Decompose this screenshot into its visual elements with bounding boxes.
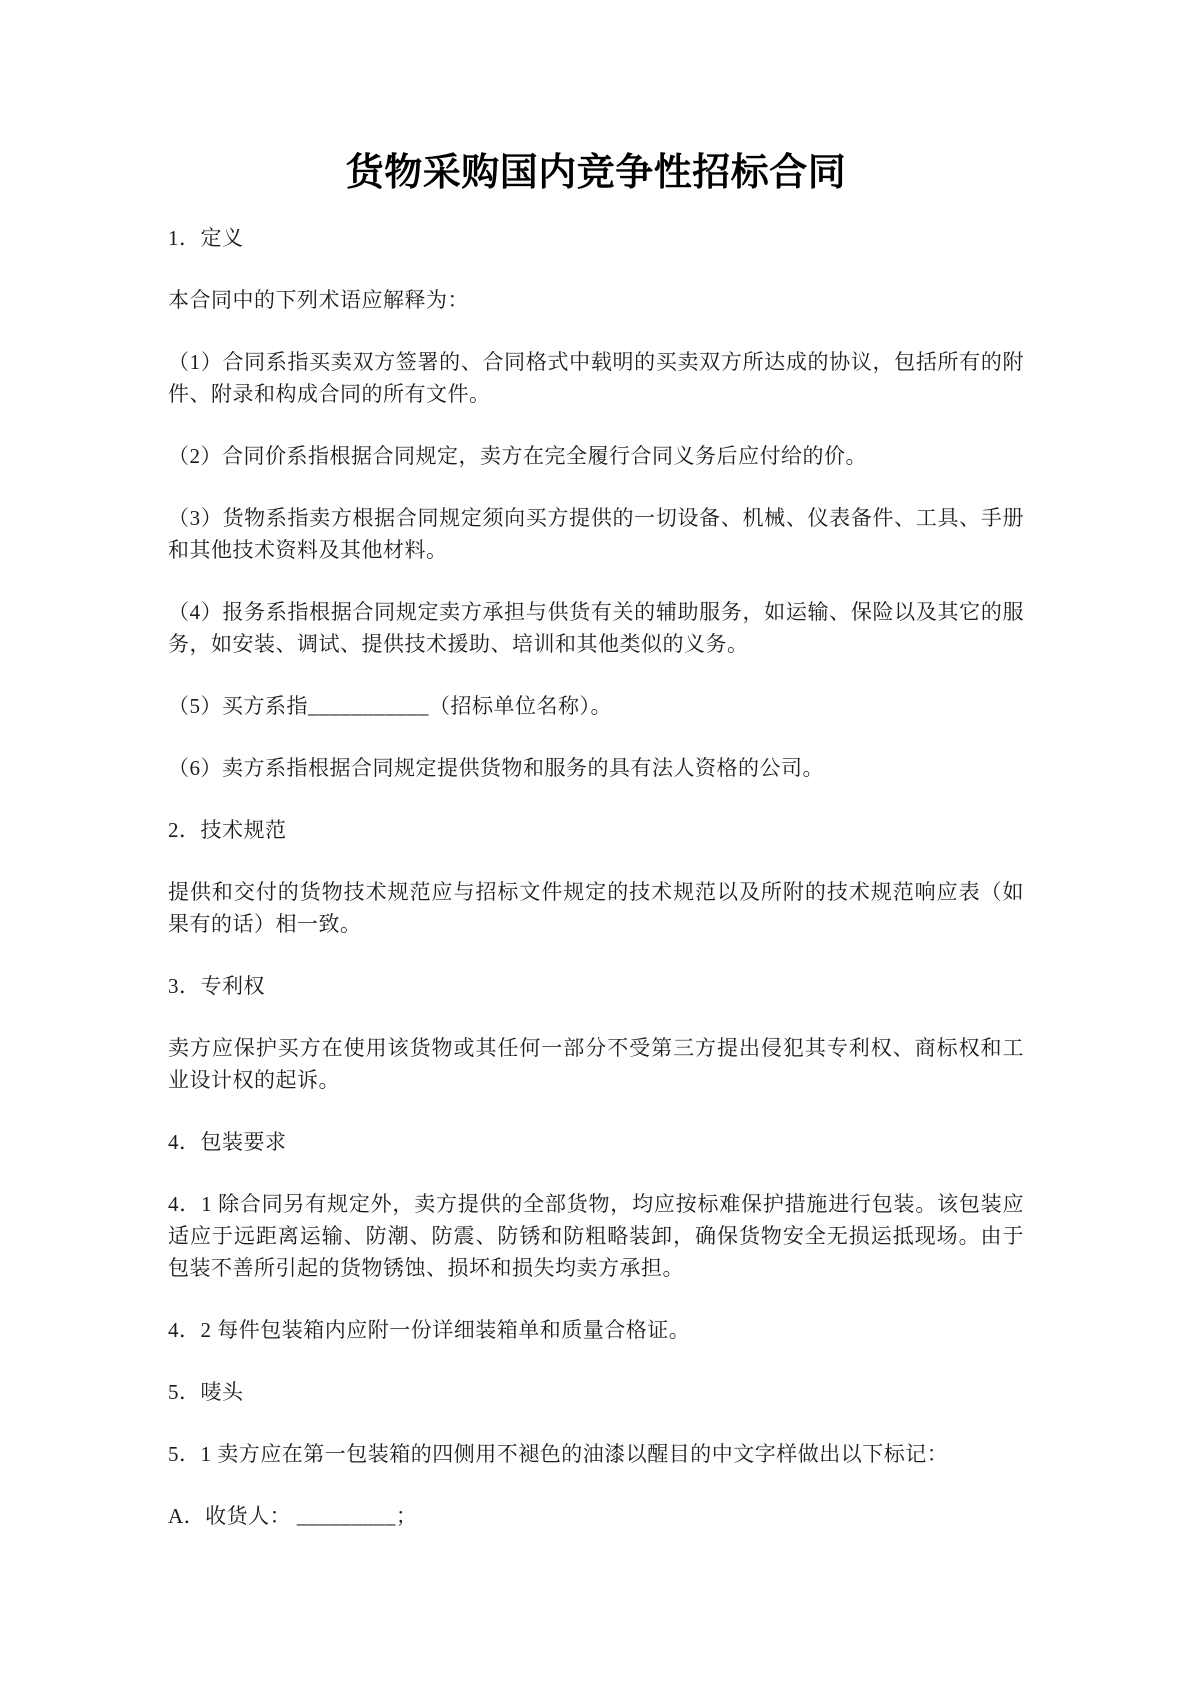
- paragraph-definition-4-services: （4）报务系指根据合同规定卖方承担与供货有关的辅助服务，如运输、保险以及其它的服务，如安装、调试、提供技术援助、培训和其他类似的义务。: [168, 600, 1024, 656]
- section-heading-technical-specs: 2．技术规范: [168, 818, 287, 842]
- section-heading-patent-rights: 3．专利权: [168, 974, 265, 998]
- document-content: [168, 146, 1024, 1562]
- paragraph-shipping-marks-5-1: 5．1 卖方应在第一包装箱的四侧用不褪色的油漆以醒目的中文字样做出以下标记：: [168, 1442, 949, 1466]
- paragraph-packing-4-1: 4．1 除合同另有规定外，卖方提供的全部货物，均应按标难保护措施进行包装。该包装应适应于远距离运输、防潮、防震、防锈和防粗略装卸，确保货物安全无损运抵现场。由于包装不善所引起的货物锈蚀、损坏和损失均卖方承担。: [168, 1192, 1024, 1280]
- paragraph-technical-specs: 提供和交付的货物技术规范应与招标文件规定的技术规范以及所附的技术规范响应表（如果有的话）相一致。: [168, 880, 1024, 936]
- paragraph-definition-3-goods: （3）货物系指卖方根据合同规定须向买方提供的一切设备、机械、仪表备件、工具、手册和其他技术资料及其他材料。: [168, 506, 1024, 562]
- paragraph-definition-2-contract-price: （2）合同价系指根据合同规定，卖方在完全履行合同义务后应付给的价。: [168, 444, 867, 468]
- paragraph-patent-rights: 卖方应保护买方在使用该货物或其任何一部分不受第三方提出侵犯其专利权、商标权和工业设计权的起诉。: [168, 1036, 1024, 1092]
- paragraph-packing-4-2: 4．2 每件包装箱内应附一份详细装箱单和质量合格证。: [168, 1318, 691, 1342]
- document-title: 货物采购国内竞争性招标合同: [345, 152, 847, 194]
- paragraph-definition-1-contract: （1）合同系指买卖双方签署的、合同格式中载明的买卖双方所达成的协议，包括所有的附件、附录和构成合同的所有文件。: [168, 350, 1024, 406]
- section-heading-shipping-marks: 5．唛头: [168, 1380, 244, 1404]
- paragraph-definition-6-seller: （6）卖方系指根据合同规定提供货物和服务的具有法人资格的公司。: [168, 756, 824, 780]
- paragraph-terms-intro: 本合同中的下列术语应解释为：: [168, 288, 469, 312]
- paragraph-definition-5-buyer-blank: （5）买方系指___________（招标单位名称）。: [168, 694, 612, 718]
- paragraph-consignee-blank: A．收货人： _________；: [168, 1504, 418, 1528]
- section-heading-definitions: 1．定义: [168, 226, 244, 250]
- section-heading-packing-requirements: 4．包装要求: [168, 1130, 287, 1154]
